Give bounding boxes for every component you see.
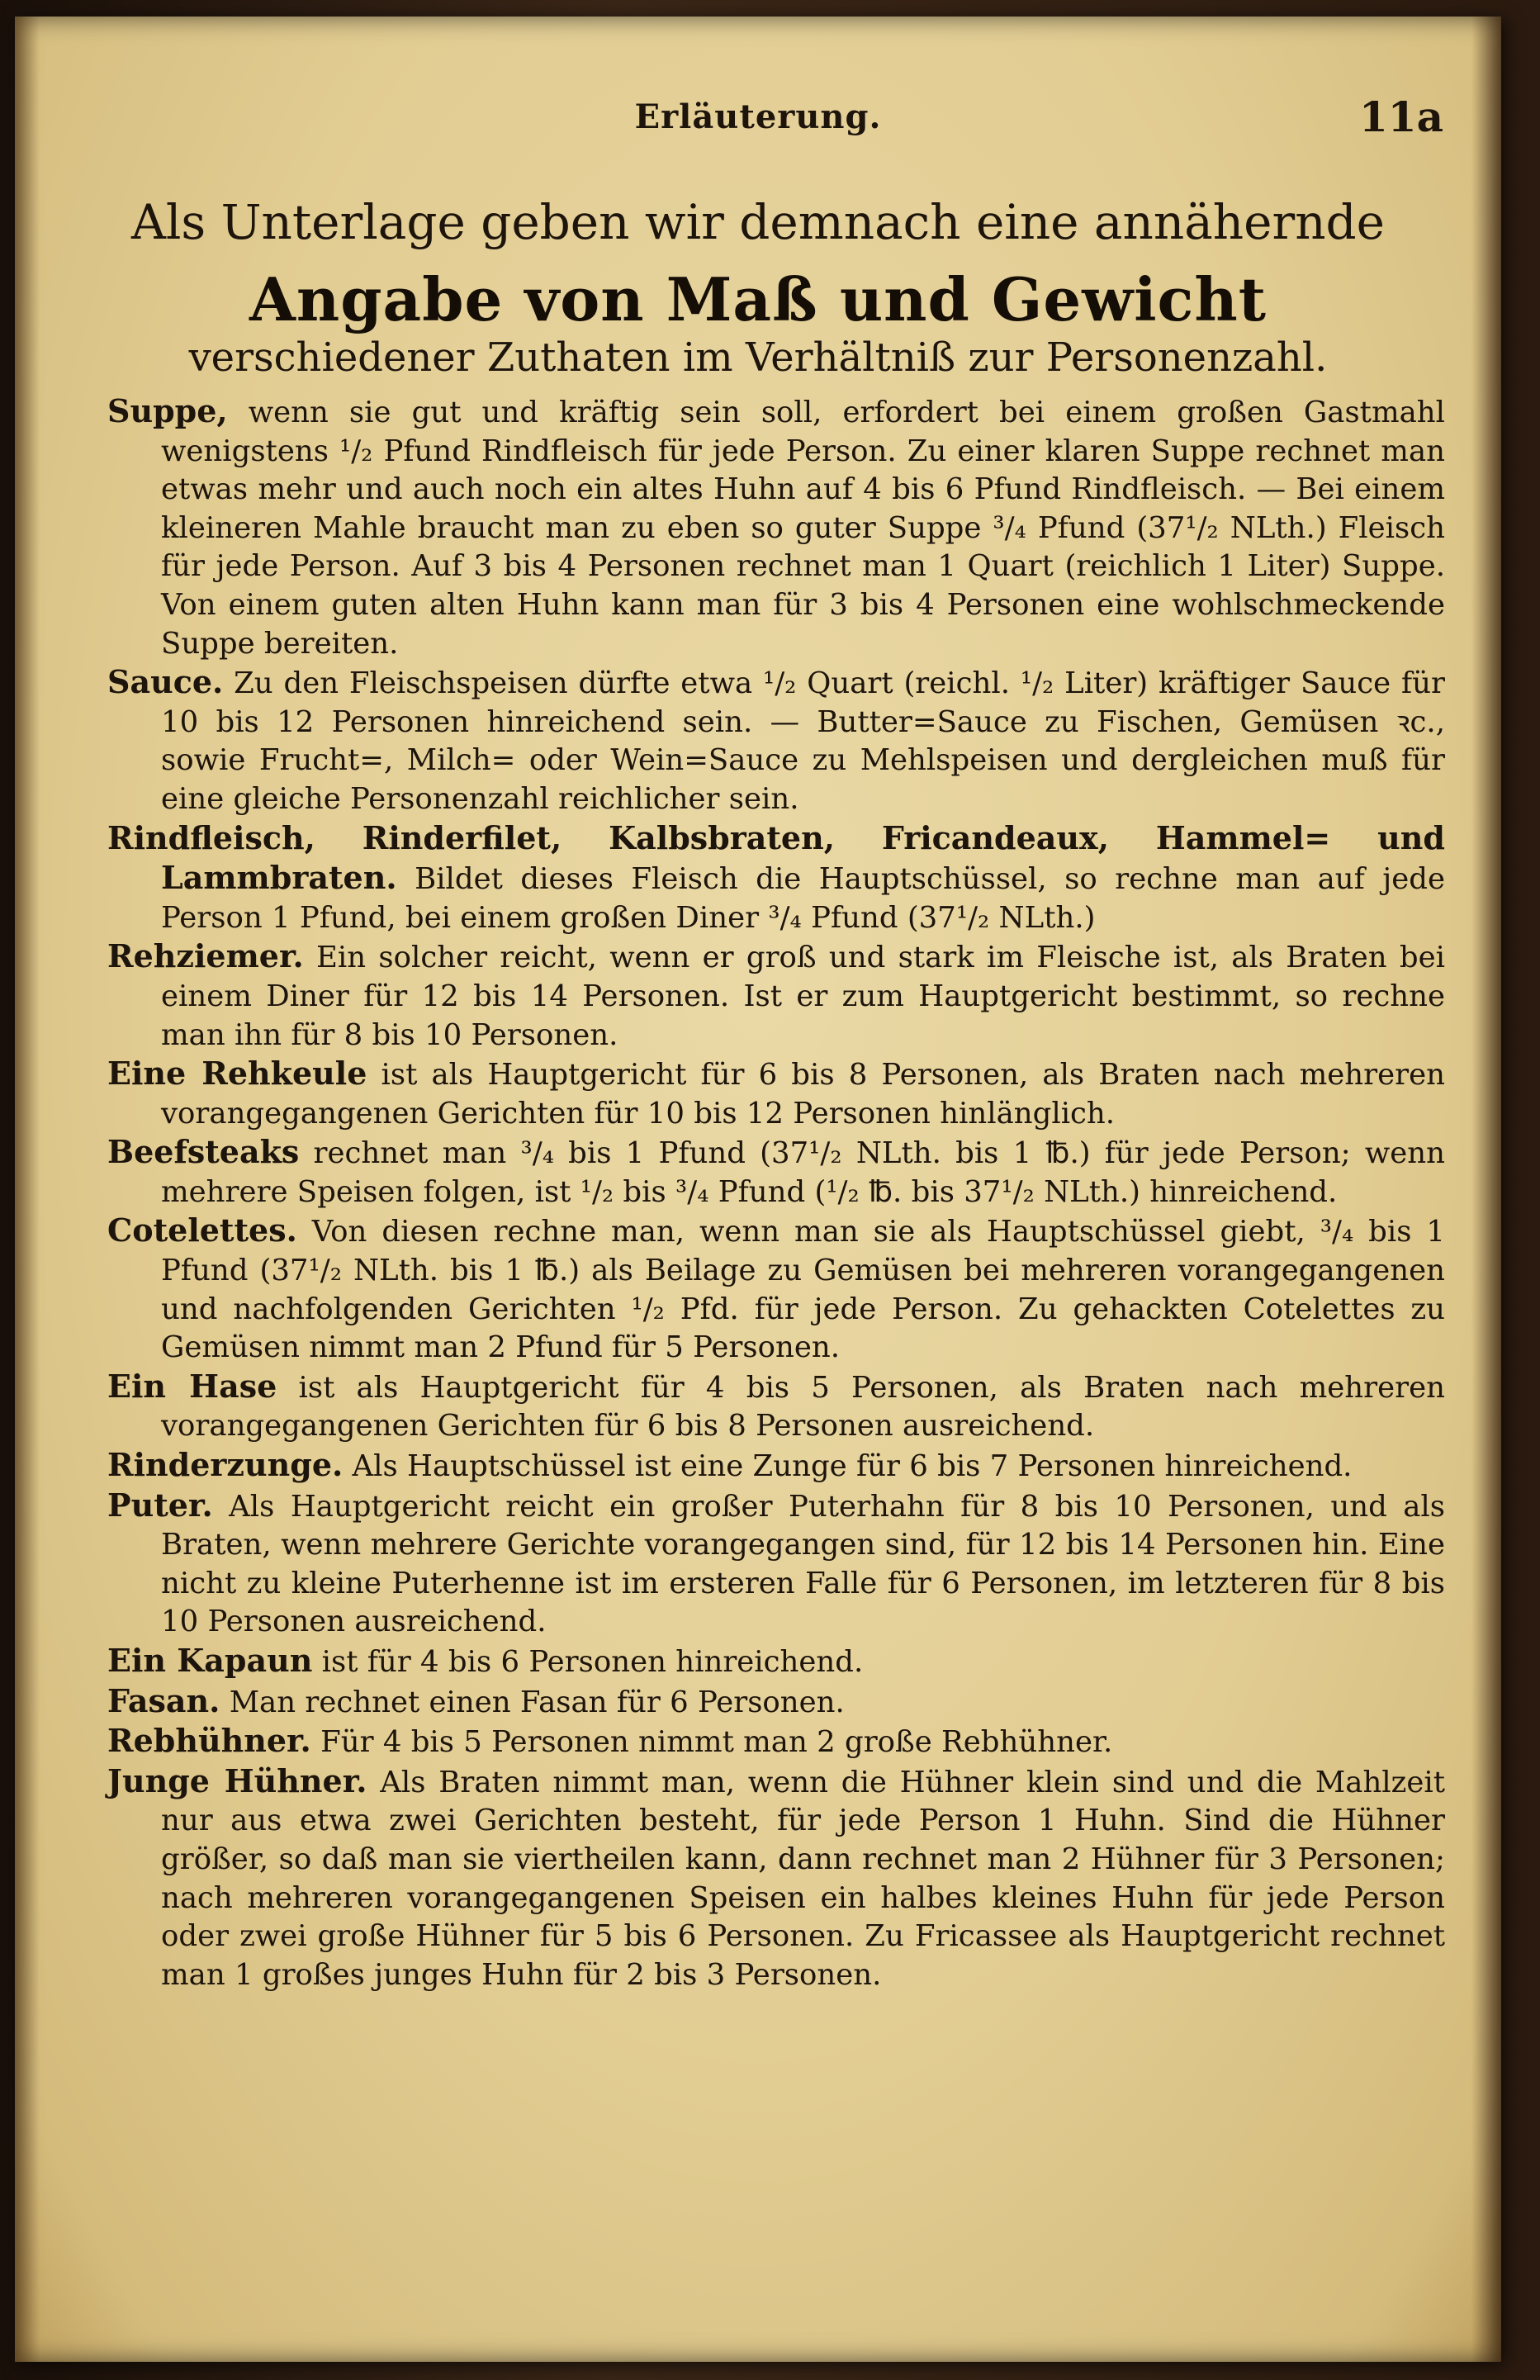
entry-term: Suppe, bbox=[107, 392, 228, 429]
entry-text: ist als Hauptgericht für 6 bis 8 Personen, als Braten nach mehreren vorangegangenen Gerichten für 10 bis 12 Personen hinlänglich. bbox=[161, 1058, 1445, 1131]
entry-term: Puter. bbox=[107, 1486, 213, 1524]
entry-rindfleisch bbox=[107, 818, 1446, 938]
entry-term: Sauce. bbox=[107, 663, 224, 701]
entry-text: Von diesen rechne man, wenn man sie als Hauptschüssel giebt, ³/₄ bis 1 Pfund (37¹/₂ NLth. bis 1 ℔.) als Beilage zu Gemüsen bei mehreren vorangegangenen und nachfolgenden Gerichten ¹/₂ Pfd. für jede Person. Zu gehackten Cotelettes zu Gemüsen nimmt man 2 Pfund für 5 Personen. bbox=[161, 1215, 1445, 1365]
entry-suppe bbox=[107, 392, 1445, 663]
heading-subtitle: verschiedener Zuthaten im Verhältniß zur Personenzahl. bbox=[188, 334, 1328, 381]
entry-text: ist als Hauptgericht für 4 bis 5 Personen, als Braten nach mehreren vorangegangenen Gerichten für 6 bis 8 Personen ausreichend. bbox=[161, 1370, 1445, 1444]
entry-rebhuehner bbox=[107, 1722, 1445, 1762]
entry-text: Als Hauptgericht reicht ein großer Puterhahn für 8 bis 10 Personen, und als Braten, wenn mehrere Gerichte vorangegangen sind, für 12 bis 14 Personen hin. Eine nicht zu kleine Puterhenne ist im ersteren Falle für 6 Personen, im letzteren für 8 bis 10 Personen ausreichend. bbox=[161, 1489, 1445, 1639]
entry-term: Rindfleisch, Rinderfilet, Kalbsbraten, Fricandeaux, Hammel= und Lammbraten. bbox=[107, 818, 1445, 897]
entry-hase bbox=[107, 1367, 1445, 1446]
entry-cotelettes bbox=[107, 1211, 1445, 1367]
entry-text: Für 4 bis 5 Personen nimmt man 2 große Rebhühner. bbox=[320, 1725, 1113, 1760]
entry-text: rechnet man ³/₄ bis 1 Pfund (37¹/₂ NLth. bis 1 ℔.) für jede Person; wenn mehrere Speisen folgen, ist ¹/₂ bis ³/₄ Pfund (¹/₂ ℔. bis 37¹/₂ NLth.) hinreichend. bbox=[161, 1136, 1445, 1209]
entry-rinderzunge bbox=[107, 1446, 1445, 1486]
entry-term: Ein Kapaun bbox=[107, 1642, 313, 1679]
entry-beefsteaks bbox=[107, 1133, 1445, 1211]
entry-kapaun bbox=[107, 1642, 1445, 1682]
heading-intro-line: Als Unterlage geben wir demnach eine annähernde bbox=[130, 194, 1386, 250]
entry-text: Man rechnet einen Fasan für 6 Personen. bbox=[229, 1685, 845, 1719]
entry-text: wenn sie gut und kräftig sein soll, erfordert bei einem großen Gastmahl wenigstens ¹/₂ Pfund Rindfleisch für jede Person. Zu einer klaren Suppe rechnet man etwas mehr und auch noch ein altes Huhn auf 4 bis 6 Pfund Rindfleisch. — Bei einem kleineren Mahle braucht man zu eben so guter Suppe ³/₄ Pfund (37¹/₂ NLth.) Fleisch für jede Person. Auf 3 bis 4 Personen rechnet man 1 Quart (reichlich 1 Liter) Suppe. Von einem guten alten Huhn kann man für 3 bis 4 Personen eine wohlschmeckende Suppe bereiten. bbox=[161, 396, 1445, 661]
entry-sauce bbox=[107, 663, 1445, 818]
entry-rehkeule bbox=[107, 1055, 1445, 1133]
entry-term: Rinderzunge. bbox=[107, 1446, 344, 1484]
entry-text: Als Braten nimmt man, wenn die Hühner klein sind und die Mahlzeit nur aus etwa zwei Gerichten besteht, für jede Person 1 Huhn. Sind die Hühner größer, so daß man sie viertheilen kann, dann rechnet man 2 Hühner für 3 Personen; nach mehreren vorangegangenen Speisen ein halbes kleines Huhn für jede Person oder zwei große Hühner für 5 bis 6 Personen. Zu Fricassee als Hauptgericht rechnet man 1 großes junges Huhn für 2 bis 3 Personen. bbox=[161, 1765, 1445, 1992]
running-head bbox=[15, 92, 1501, 142]
entry-term: Cotelettes. bbox=[107, 1211, 297, 1249]
entry-puter bbox=[107, 1486, 1445, 1642]
running-title: Erläuterung. bbox=[634, 97, 882, 136]
entry-junge-huehner bbox=[107, 1761, 1445, 1995]
entry-term: Beefsteaks bbox=[107, 1133, 300, 1171]
entry-term: Rehziemer. bbox=[107, 937, 304, 975]
page-number: 11a bbox=[1359, 92, 1443, 141]
heading-main-title: Angabe von Maß und Gewicht bbox=[249, 264, 1267, 334]
entry-text: ist für 4 bis 6 Personen hinreichend. bbox=[321, 1645, 864, 1679]
entry-fasan bbox=[107, 1681, 1445, 1723]
entry-term: Fasan. bbox=[107, 1681, 220, 1719]
entry-list bbox=[107, 392, 1445, 1994]
entry-text: Ein solcher reicht, wenn er groß und stark im Fleische ist, als Braten bei einem Diner für 12 bis 14 Personen. Ist er zum Hauptgericht bestimmt, so rechne man ihn für 8 bis 10 Personen. bbox=[161, 941, 1445, 1052]
entry-text: Bildet dieses Fleisch die Hauptschüssel, so rechne man auf jede Person 1 Pfund, bei einem großen Diner ³/₄ Pfund (37¹/₂ NLth.) bbox=[161, 862, 1446, 935]
entry-term: Eine Rehkeule bbox=[107, 1055, 367, 1093]
book-page bbox=[15, 17, 1501, 2362]
entry-text: Als Hauptschüssel ist eine Zunge für 6 bis 7 Personen hinreichend. bbox=[352, 1449, 1353, 1484]
entry-term: Rebhühner. bbox=[107, 1722, 311, 1760]
entry-term: Ein Hase bbox=[107, 1367, 277, 1405]
entry-text: Zu den Fleischspeisen dürfte etwa ¹/₂ Quart (reichl. ¹/₂ Liter) kräftiger Sauce für 10 bis 12 Personen hinreichend sein. — Butter=Sauce zu Fischen, Gemüsen ꝛc., sowie Frucht=, Milch= oder Wein=Sauce zu Mehlspeisen und dergleichen muß für eine gleiche Personenzahl reichlicher sein. bbox=[161, 666, 1445, 816]
entry-term: Junge Hühner. bbox=[107, 1761, 367, 1799]
entry-rehziemer bbox=[107, 937, 1445, 1055]
